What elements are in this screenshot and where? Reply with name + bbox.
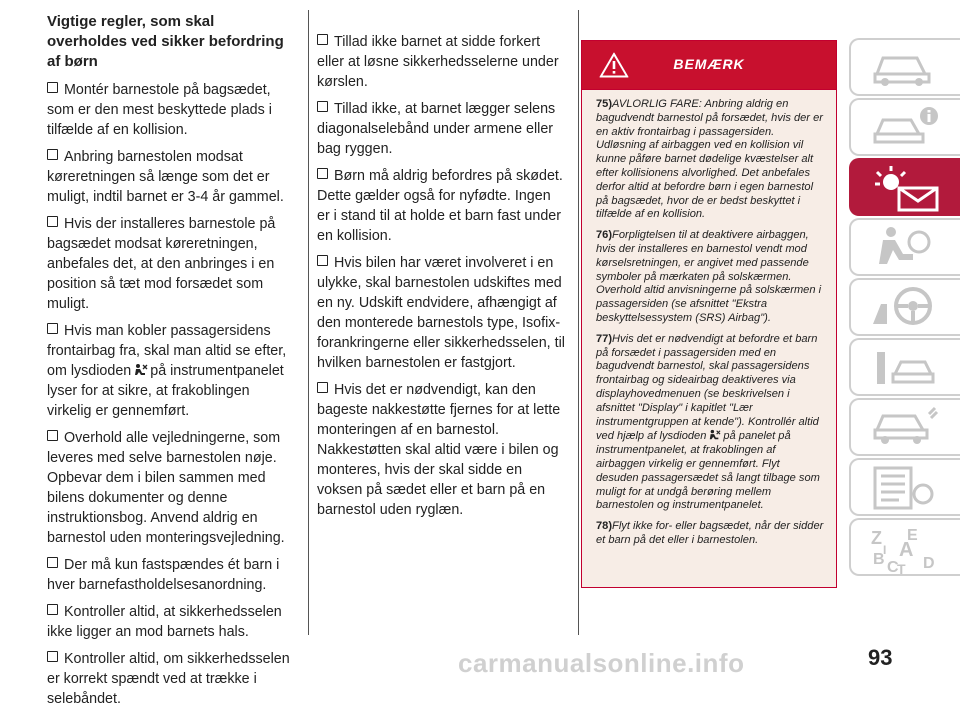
checkbox-bullet-icon — [47, 604, 58, 615]
note-item: 75)AVLORLIG FARE: Anbring aldrig en bagudvendt barnestol på forsædet, hvis der er en aktiv frontairbag i passagersiden. Udløsning af airbaggen ved en kollision vil kunne påføre barnet dødelige kvæstelser alt efter kollisionens alvorlighed. Det anbefales derfor altid at befordre børn i egen barnestol på bagsædet, hvor de er bedst beskyttet i tilfælde af en kollision. — [596, 98, 823, 221]
middle-column — [317, 32, 565, 527]
watermark: carmanualsonline.info — [458, 648, 745, 678]
svg-text:T: T — [897, 561, 906, 574]
specifications-list-icon — [869, 464, 939, 510]
passenger-airbag-off-icon — [133, 363, 148, 377]
bullet-item: Tillad ikke barnet at sidde forkert eller at løsne sikkerhedsselerne under kørslen. — [317, 34, 559, 90]
note-item: 76)Forpligtelsen til at deaktivere airbaggen, hvis der installeres en barnestol vendt mod kørselsretningen, er angivet med passende symboler på mærkaten på solskærmen. Overhold altid anvisningerne på solskærmen i passagersiden (se afsnittet "Ekstra beskyttelsessystem (SRS) Airbag"). — [596, 229, 822, 324]
tab-info[interactable] — [849, 98, 960, 156]
note-body — [582, 90, 836, 548]
bullet-item: Kontroller altid, at sikkerhedsselen ikke ligger an mod barnets hals. — [47, 604, 282, 640]
index-letters-icon — [869, 524, 949, 574]
bullet-item: Montér barnestole på bagsædet, som er den mest beskyttede plads i tilfælde af en kollision. — [47, 82, 272, 138]
steering-wheel-icon — [869, 284, 939, 330]
bullet-item: Hvis bilen har været involveret i en ulykke, skal barnestolen udskiftes med en ny. Udskift endvidere, afhængigt af den monterede barnestols type, Isofix-forankringerne eller sikkerhedsselen, til hvilken barnestolen er fastgjort. — [317, 255, 565, 371]
left-column — [47, 12, 297, 716]
checkbox-bullet-icon — [47, 216, 58, 227]
seat-airbag-icon — [869, 224, 939, 270]
section-heading: Vigtige regler, som skal overholdes ved sikker befordring af børn — [47, 13, 284, 70]
tab-index[interactable] — [849, 518, 960, 576]
info-icon — [869, 104, 939, 150]
bullet-item: Børn må aldrig befordres på skødet. Dette gælder også for nyfødte. Ingen er i stand til at holde et barn fast under en kollision. — [317, 168, 563, 244]
tab-warning-lights[interactable] — [849, 158, 960, 216]
tab-maintenance[interactable] — [849, 398, 960, 456]
column-divider — [578, 10, 579, 635]
checkbox-bullet-icon — [317, 101, 328, 112]
checkbox-bullet-icon — [47, 430, 58, 441]
bullet-item: Overhold alle vejledningerne, som leveres med selve barnestolen nøje. Opbevar dem i bilen sammen med bilens dokumenter og denne instruktionsbog. Anvend aldrig en barnestol uden monteringsvejledning. — [47, 430, 285, 546]
svg-text:B: B — [873, 551, 885, 568]
bullet-item: Der må kun fastspændes ét barn i hver barnefastholdelsesanordning. — [47, 557, 280, 593]
checkbox-bullet-icon — [317, 34, 328, 45]
car-service-icon — [869, 404, 939, 450]
column-divider — [308, 10, 309, 635]
roadside-emergency-icon — [869, 344, 939, 390]
svg-text:A: A — [899, 539, 914, 561]
bullet-item: Hvis der installeres barnestole på bagsædet modsat køreretningen, anbefales det, at den anbringes i en position så tæt mod forsædet som muligt. — [47, 216, 276, 312]
note-header — [582, 41, 836, 90]
svg-text:Z: Z — [871, 528, 882, 548]
svg-text:D: D — [923, 555, 935, 572]
svg-text:E: E — [907, 527, 918, 544]
note-box — [581, 40, 837, 588]
tab-car-dashboard[interactable] — [849, 38, 960, 96]
note-item: 78)Flyt ikke for- eller bagsædet, når der sidder et barn på det eller i barnestolen. — [596, 520, 824, 546]
tab-emergency[interactable] — [849, 338, 960, 396]
bullet-item: Tillad ikke, at barnet lægger selens diagonalselebånd under armene eller bag ryggen. — [317, 101, 556, 157]
page-number: 93 — [868, 645, 893, 670]
car-dashboard-icon — [869, 44, 939, 90]
checkbox-bullet-icon — [317, 382, 328, 393]
tab-technical-data[interactable] — [849, 458, 960, 516]
passenger-airbag-off-icon — [708, 429, 721, 441]
warning-light-envelope-icon — [869, 164, 941, 212]
checkbox-bullet-icon — [47, 149, 58, 160]
bullet-item: Anbring barnestolen modsat køreretningen så længe som det er muligt, indtil barnet er 3-4 år gammel. — [47, 149, 284, 205]
tab-safety[interactable] — [849, 218, 960, 276]
checkbox-bullet-icon — [47, 651, 58, 662]
svg-text:I: I — [883, 543, 887, 557]
checkbox-bullet-icon — [317, 255, 328, 266]
svg-text:C: C — [887, 559, 899, 574]
note-title: BEMÆRK — [673, 56, 745, 72]
checkbox-bullet-icon — [47, 82, 58, 93]
bullet-item: Hvis det er nødvendigt, kan den bageste nakkestøtte fjernes for at lette monteringen af en barnestol. Nakkestøtten skal altid være i bilen og monteres, hvis der skal sidde en voksen på sædet eller et barn på en barnestol uden ryglæn. — [317, 382, 561, 518]
checkbox-bullet-icon — [47, 323, 58, 334]
note-item: 77)Hvis det er nødvendigt at befordre et barn på forsædet i passagersiden med en bagudvendt barnestol, skal passagersidens frontairbag og sideairbag deaktiveres via displayhovedmenuen (se beskrivelsen i afsnittet "Display" i kapitlet "Lær instrumentgruppen at kende"). Kontrollér altid ved hjælp af lysdioden på panelet på instrumentpanelet, at frakoblingen af airbaggen virkelig er gennemført. Flyt desuden passagersædet så langt tilbage som muligt for at undgå berøring mellem barnestolen og instrumentpanelet. — [596, 332, 820, 512]
checkbox-bullet-icon — [317, 168, 328, 179]
tab-starting-driving[interactable] — [849, 278, 960, 336]
bullet-item: Kontroller altid, om sikkerhedsselen er korrekt spændt ved at trække i selebåndet. — [47, 651, 290, 707]
checkbox-bullet-icon — [47, 557, 58, 568]
bullet-item-airbag-led: Hvis man kobler passagersidens frontairbag fra, skal man altid se efter, om lysdioden på instrumentpanelet lyser for at sikre, at frakoblingen virkelig er gennemført. — [47, 323, 287, 419]
